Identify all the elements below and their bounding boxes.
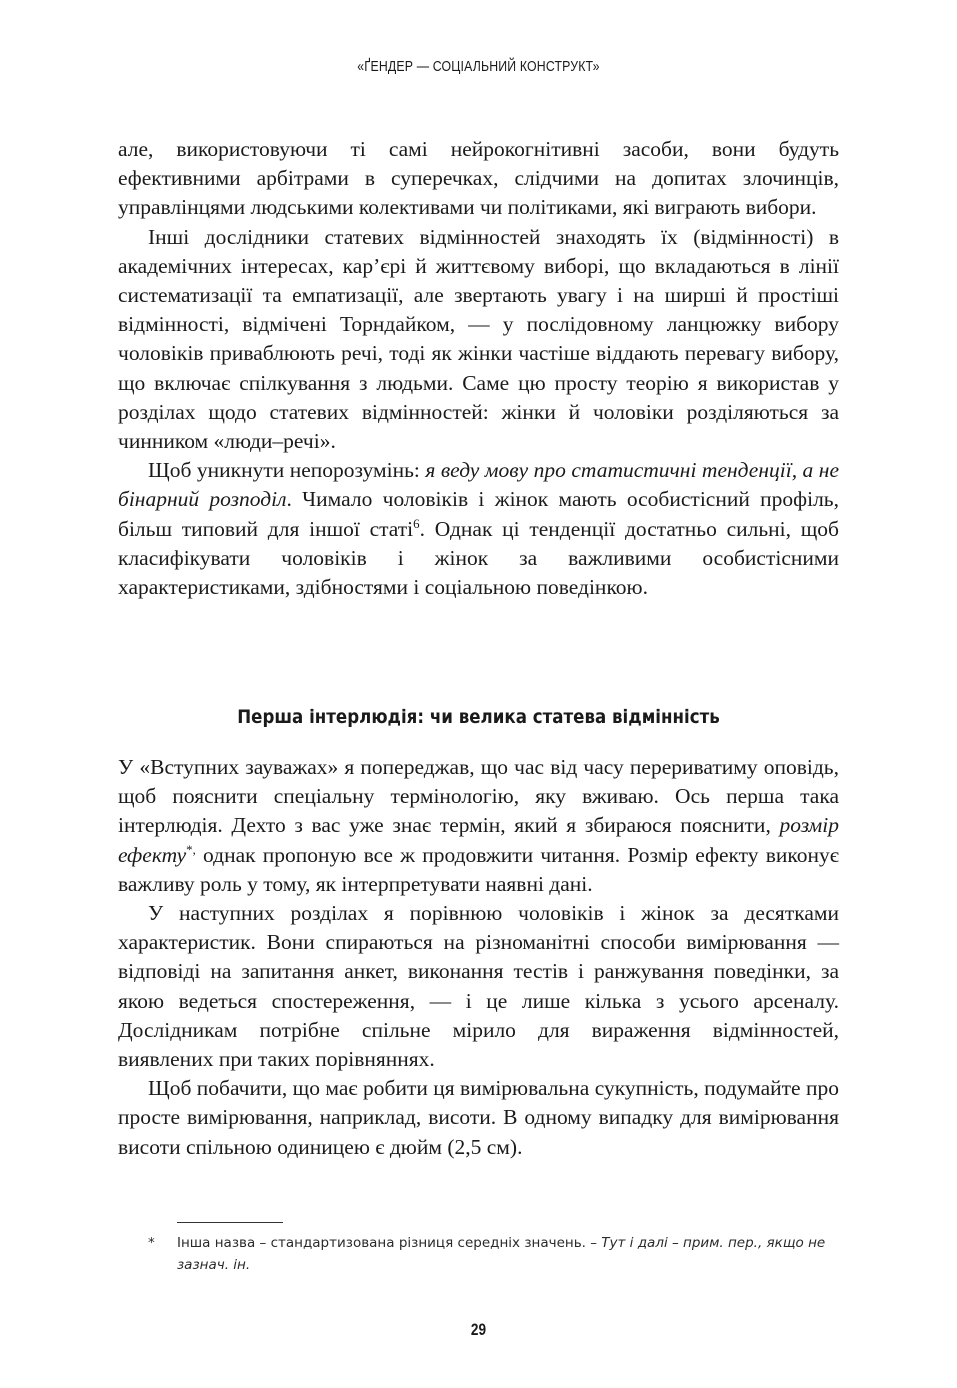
paragraph-3-emphasis: я веду мову про статистичні тенденції, а не бінарний розподіл xyxy=(118,458,839,512)
endnote-ref-6[interactable]: 6 xyxy=(413,516,420,531)
paragraph-5: У наступних розділах я порівнюю чоловіків і жінок за десятками характеристик. Вони спираються на різноманітні способи вимірювання — відповіді на запитання анкет, виконання тестів і ранжування поведінки, за якою ведеться спостереження, — і це лише кілька з усього арсеналу. Дослідникам потрібне спільне мірило для вираження відмінностей, виявлених при таких порівняннях. xyxy=(118,901,839,1072)
footnote-divider xyxy=(177,1222,283,1223)
footnote-ref-asterisk[interactable]: *, xyxy=(186,842,196,857)
paragraph-3-start: Щоб уникнути непорозумінь: xyxy=(148,458,426,483)
footnote-mark: * xyxy=(148,1235,155,1251)
body-section-1 xyxy=(118,135,839,602)
paragraph-4-end: однак пропоную все ж продовжити читання. Розмір ефекту виконує важливу роль у тому, як інтерпретувати наявні дані. xyxy=(118,842,839,896)
paragraph-3-end: . Однак ці тенденції достатньо сильні, щоб класифікувати чоловіків і жінок за важливими особистісними характеристиками, здібностями і соціальною поведінкою. xyxy=(118,516,839,600)
footnote-text xyxy=(177,1232,848,1276)
paragraph-4-start: У «Вступних зауважах» я попереджав, що час від часу перериватиму оповідь, щоб пояснити спеціальну термінологію, яку вживаю. Ось перша така інтерлюдія. Дехто з вас уже знає термін, який я збираюся пояснити, xyxy=(118,755,839,838)
footnote xyxy=(148,1232,848,1276)
paragraph-6: Щоб побачити, що має робити ця вимірювальна сукупність, подумайте про просте вимірювання, наприклад, висоти. В одному випадку для вимірювання висоти спільною одиницею є дюйм (2,5 см). xyxy=(118,1076,839,1159)
footnote-body: Інша назва – стандартизована різниця середніх значень. – xyxy=(177,1235,602,1251)
paragraph-3-mid: . Чимало чоловіків і жінок мають особистісний профіль, більш типовий для іншої статі xyxy=(118,487,839,541)
paragraph-4 xyxy=(118,753,839,899)
paragraph-1: але, використовуючи ті самі нейрокогнітивні засоби, вони будуть ефективними арбітрами в суперечках, слідчими на допитах злочинців, управлінцями людськими колективами чи політиками, які виграють вибори. xyxy=(118,137,839,220)
footnote-translator-note: Тут і далі – прим. пер., якщо не зазнач. ін. xyxy=(177,1235,826,1273)
paragraph-2: Інші дослідники статевих відмінностей знаходять їх (відмінності) в академічних інтересах, кар’єрі й життєвому виборі, що вкладаються в лінії систематизації та емпатизації, але звертають увагу і на ширші й простіші відмінності, відмічені Торндайком, — у послідовному ланцюжку вибору чоловіків приваблюють речі, тоді як жінки частіше віддають перевагу вибору, що включає спілкування з людьми. Саме цю просту теорію я використав у розділах щодо статевих відмінностей: жінки й чоловіки розділяються за чинником «люди–речі». xyxy=(118,224,839,454)
running-head: «ҐЕНДЕР — СОЦІАЛЬНИЙ КОНСТРУКТ» xyxy=(357,58,600,75)
term-effect-size: розмір ефекту xyxy=(118,813,839,867)
page-number: 29 xyxy=(470,1320,487,1339)
paragraph-3 xyxy=(118,456,839,602)
section-heading: Перша інтерлюдія: чи велика статева відмінність xyxy=(237,707,720,728)
body-section-2 xyxy=(118,753,839,1162)
